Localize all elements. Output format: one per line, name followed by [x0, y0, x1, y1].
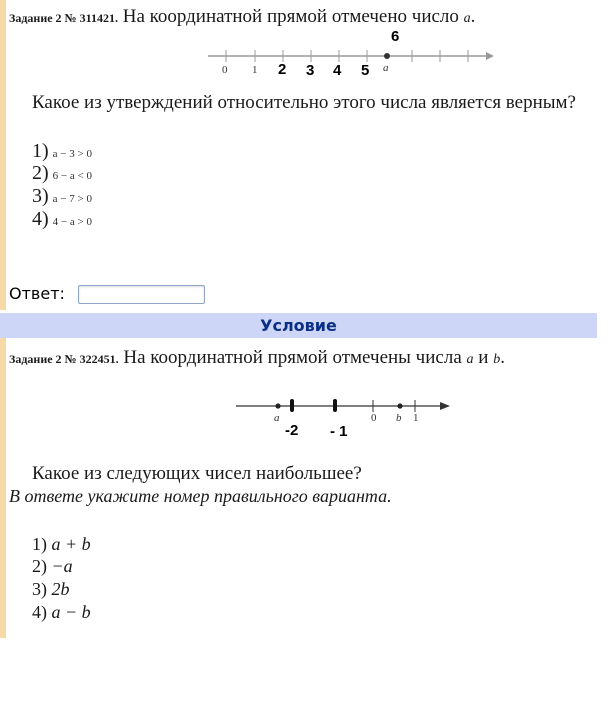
task2-point-b [397, 403, 402, 408]
task2-instruction: В ответе укажите номер правильного варианта. [9, 486, 392, 506]
task1-number-line [200, 44, 500, 74]
task1-question: Какое из утверждений относительно этого числа является верным? [32, 92, 576, 113]
handwritten-mark-minus1 [333, 399, 337, 412]
option-number: 1) [32, 534, 47, 554]
task2-var-a: a [466, 352, 474, 367]
task1-option-1 [32, 140, 92, 163]
task1-point-a [384, 53, 390, 59]
task2-point-b-label: b [396, 412, 402, 424]
task2-number: Задание 2 № 322451. [9, 352, 119, 366]
option-number: 2) [32, 556, 47, 576]
handwritten-4: 4 [333, 62, 342, 79]
condition-header[interactable] [0, 313, 597, 338]
task1-header-text: На координатной прямой отмечено число [122, 6, 459, 27]
handwritten-2: 2 [278, 61, 287, 78]
task2-and: и [478, 347, 489, 368]
condition-title: Условие [260, 316, 337, 335]
option-expression: 6 − a < 0 [52, 170, 92, 182]
task2-tick-1: 1 [413, 412, 419, 424]
option-number: 4) [32, 602, 47, 622]
task1-tick-0: 0 [222, 64, 228, 76]
task2-number-line [230, 395, 460, 419]
task2-option-3 [32, 579, 70, 600]
left-accent-bar [0, 338, 6, 638]
task2-point-a [275, 403, 280, 408]
left-accent-bar [0, 0, 6, 310]
task2-point-a-label: a [274, 412, 280, 424]
task1-option-4 [32, 208, 92, 231]
task2-header-dot: . [500, 347, 505, 368]
option-number: 2) [32, 162, 49, 184]
task1-number: Задание 2 № 311421. [9, 11, 118, 25]
answer-label: Ответ: [9, 284, 65, 303]
handwritten-mark-minus2 [290, 399, 294, 412]
task2-var-b: b [493, 352, 501, 367]
task1-option-2 [32, 162, 92, 185]
task2-header [9, 347, 505, 369]
task2-option-2 [32, 556, 73, 577]
option-number: 3) [32, 579, 47, 599]
task2-option-4 [32, 602, 91, 623]
handwritten-6: 6 [391, 28, 400, 45]
option-expression: a + b [51, 534, 91, 554]
task2-tick-0: 0 [371, 412, 377, 424]
task1-point-a-label: a [383, 62, 389, 74]
option-expression: 4 − a > 0 [52, 216, 92, 228]
handwritten-3: 3 [306, 62, 315, 79]
task2-question: Какое из следующих чисел наибольшее? [32, 463, 362, 484]
task1-header [9, 6, 475, 28]
option-expression: −a [51, 556, 73, 576]
option-expression: a − b [51, 602, 91, 622]
task1-header-dot: . [470, 6, 476, 27]
option-expression: 2b [51, 579, 70, 599]
option-expression: a − 7 > 0 [52, 193, 92, 205]
task1-header-var: a [463, 11, 471, 26]
handwritten-minus1: - 1 [330, 423, 348, 440]
option-expression: a − 3 > 0 [52, 148, 92, 160]
task1-option-3 [32, 185, 92, 208]
answer-input[interactable] [78, 285, 205, 304]
handwritten-minus2: -2 [285, 422, 299, 439]
task2-header-text: На координатной прямой отмечены числа [123, 347, 462, 368]
option-number: 3) [32, 185, 49, 207]
handwritten-5: 5 [361, 62, 370, 79]
task2-option-1 [32, 534, 91, 555]
task1-tick-1: 1 [252, 64, 258, 76]
option-number: 4) [32, 208, 49, 230]
option-number: 1) [32, 140, 49, 162]
